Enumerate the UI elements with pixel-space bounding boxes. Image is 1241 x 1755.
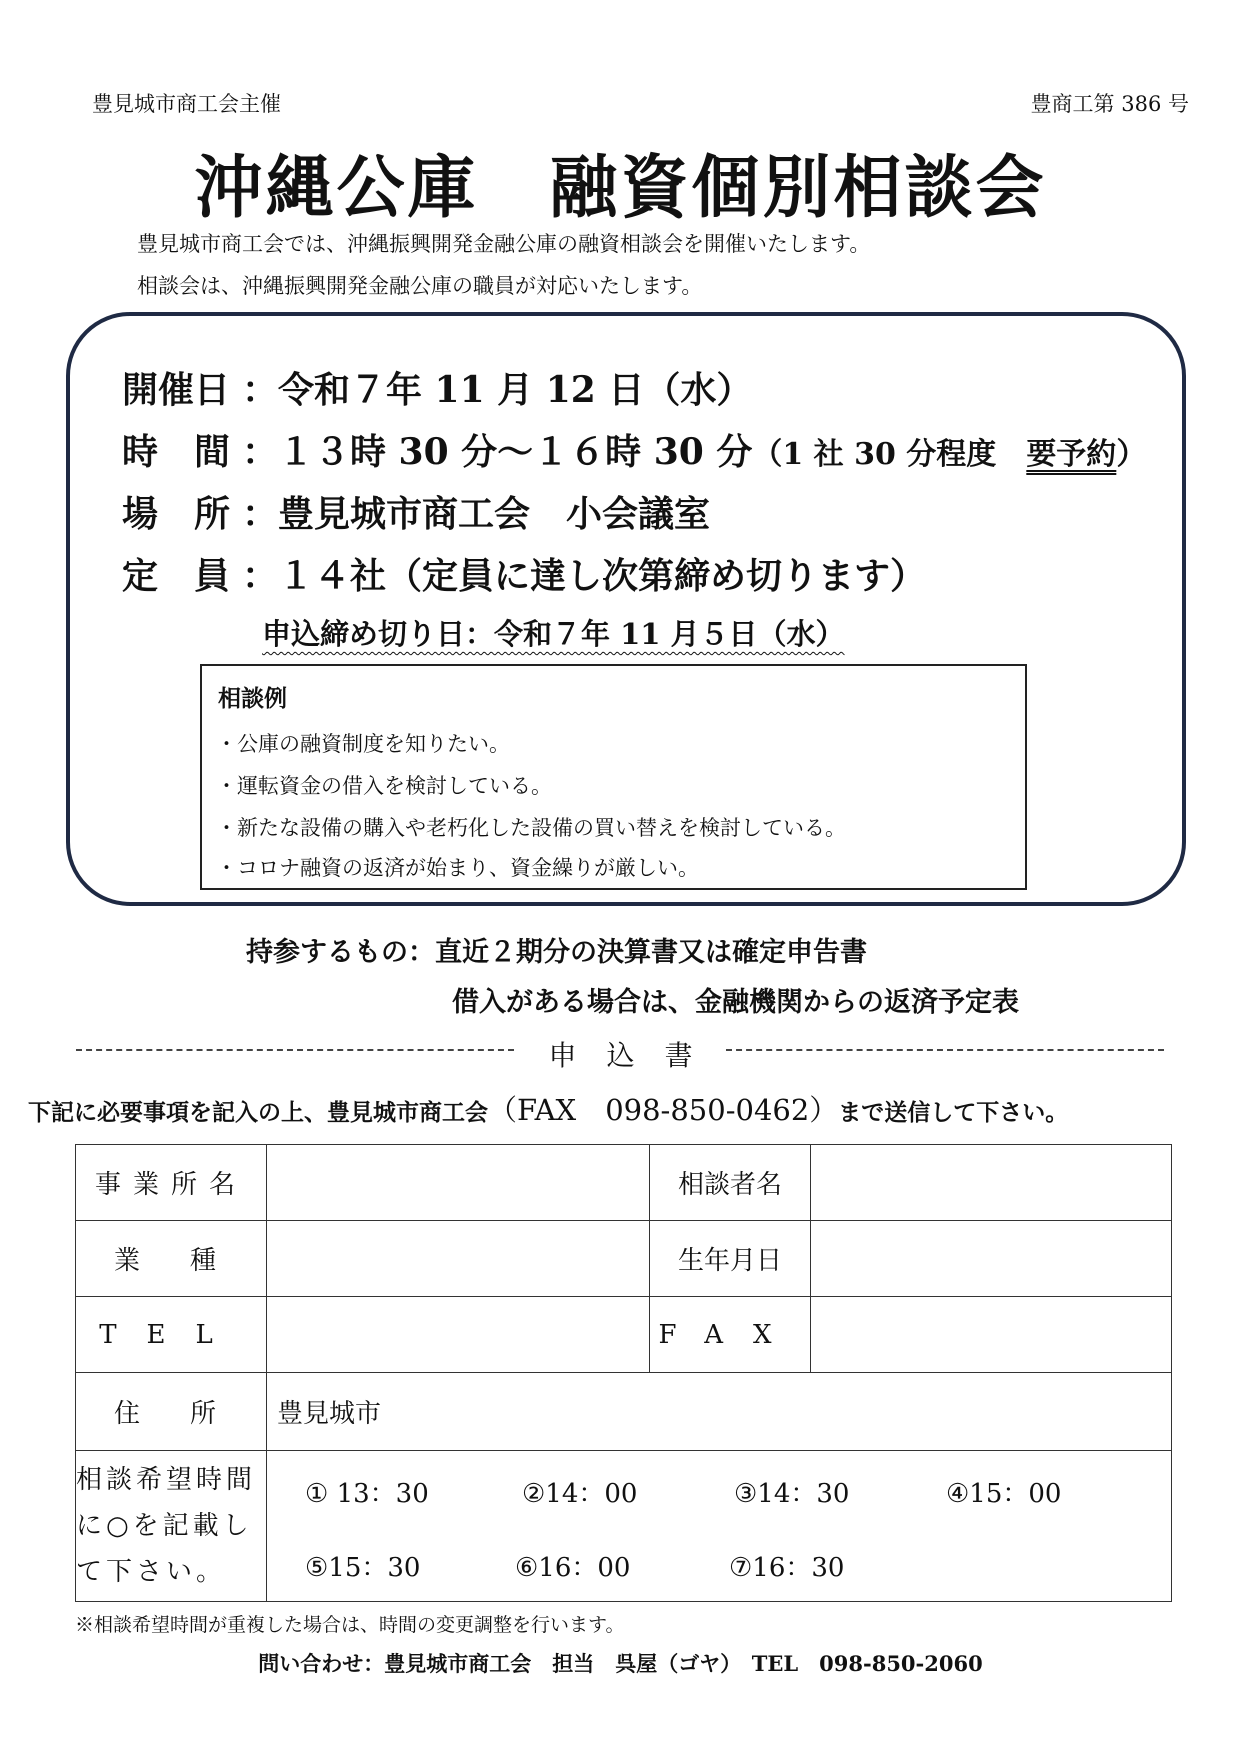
instruction-pre: 下記に必要事項を記入の上、豊見城市商工会	[28, 1099, 488, 1126]
birthdate-field[interactable]	[811, 1221, 1172, 1297]
time-slot-option[interactable]: ① 13：30	[305, 1479, 429, 1509]
organizer-label: 豊見城市商工会主催	[92, 92, 281, 116]
consultation-examples-box	[200, 664, 1027, 890]
business-name-label: 事業所名	[76, 1145, 267, 1221]
time-label: 時 間	[122, 431, 231, 473]
consultant-name-label: 相談者名	[650, 1145, 811, 1221]
page-title: 沖縄公庫 融資個別相談会	[194, 148, 1047, 228]
example-item: ・公庫の融資制度を知りたい。	[216, 732, 510, 756]
place-label: 場 所	[122, 493, 231, 535]
business-name-field[interactable]	[267, 1145, 650, 1221]
form-instruction	[28, 1088, 1068, 1129]
date-label: 開催日	[122, 369, 231, 411]
event-place-row	[122, 486, 710, 537]
application-deadline: 申込締め切り日：令和７年 11 月５日（水）	[262, 617, 845, 651]
birthdate-label: 生年月日	[650, 1221, 811, 1297]
cut-line-right	[726, 1049, 1164, 1051]
address-label: 住 所	[76, 1373, 267, 1451]
event-capacity-row	[122, 548, 926, 599]
contact-info: 問い合わせ：豊見城市商工会 担当 呉屋（ゴヤ） TEL 098-850-2060	[258, 1651, 983, 1676]
example-item: ・コロナ融資の返済が始まり、資金繰りが厳しい。	[216, 856, 699, 880]
fax-field[interactable]	[811, 1297, 1172, 1373]
items-to-bring-line-2: 借入がある場合は、金融機関からの返済予定表	[452, 987, 1019, 1018]
industry-field[interactable]	[267, 1221, 650, 1297]
hope-time-label: 相談希望時間 に○を記載し て下さい。	[76, 1451, 267, 1602]
event-time-row	[122, 424, 1146, 475]
application-form-table	[75, 1144, 1172, 1602]
industry-label: 業 種	[76, 1221, 267, 1297]
address-field[interactable]: 豊見城市	[267, 1373, 1172, 1451]
time-note-open: （1 社 30 分程度	[752, 437, 1027, 472]
capacity-value: ：１４社（定員に達し次第締め切ります）	[242, 555, 927, 597]
tel-field[interactable]	[267, 1297, 650, 1373]
time-value: ：１３時 30 分～１６時 30 分	[242, 431, 753, 473]
place-value: ：豊見城市商工会 小会議室	[242, 493, 711, 535]
items-to-bring-line-1: 持参するもの：直近２期分の決算書又は確定申告書	[246, 937, 867, 968]
document-number: 豊商工第 386 号	[1030, 92, 1189, 116]
event-date-row	[122, 362, 752, 413]
examples-title: 相談例	[218, 685, 287, 712]
intro-line-1: 豊見城市商工会では、沖縄振興開発金融公庫の融資相談会を開催いたします。	[137, 232, 871, 256]
time-slot-option[interactable]: ⑤15：30	[305, 1553, 421, 1583]
time-slot-option[interactable]: ⑦16：30	[729, 1553, 845, 1583]
form-title: 申込書	[548, 1039, 723, 1072]
time-slot-area	[267, 1451, 1172, 1602]
time-slot-option[interactable]: ⑥16：00	[515, 1553, 631, 1583]
consultant-name-field[interactable]	[811, 1145, 1172, 1221]
reservation-required: 要予約	[1026, 437, 1117, 472]
time-note-close: ）	[1116, 437, 1147, 472]
fax-label: FAX	[650, 1297, 811, 1373]
instruction-fax-number: （FAX 098-850-0462）	[488, 1093, 839, 1127]
time-slot-option[interactable]: ②14：00	[522, 1479, 638, 1509]
instruction-post: まで送信して下さい。	[838, 1099, 1069, 1126]
example-item: ・新たな設備の購入や老朽化した設備の買い替えを検討している。	[216, 816, 846, 840]
tel-label: TEL	[76, 1297, 267, 1373]
time-slot-option[interactable]: ④15：00	[946, 1479, 1062, 1509]
example-item: ・運転資金の借入を検討している。	[216, 774, 552, 798]
date-value: ：令和７年 11 月 12 日（水）	[242, 369, 753, 411]
time-slot-option[interactable]: ③14：30	[734, 1479, 850, 1509]
intro-line-2: 相談会は、沖縄振興開発金融公庫の職員が対応いたします。	[137, 274, 703, 298]
schedule-note: ※相談希望時間が重複した場合は、時間の変更調整を行います。	[75, 1614, 625, 1636]
capacity-label: 定 員	[122, 555, 231, 597]
